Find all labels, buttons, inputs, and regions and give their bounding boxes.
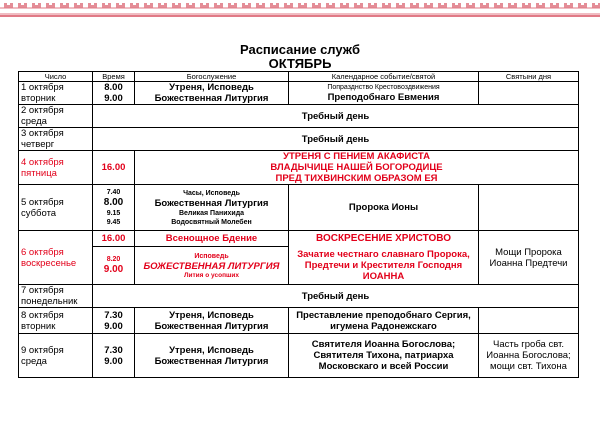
ornament-tile	[74, 3, 83, 8]
ornament-tile	[130, 3, 139, 8]
ornament-tile	[144, 3, 153, 8]
ornament-tile	[256, 3, 265, 8]
table-row	[19, 151, 579, 185]
time-cell: 7.30 9.00	[93, 334, 135, 378]
ornament-tile	[18, 3, 27, 8]
table-row	[19, 105, 579, 128]
service-cell: Утреня, Исповедь Божественная Литургия	[135, 308, 289, 334]
time-cell: 7.30 9.00	[93, 308, 135, 334]
ornament-tile	[228, 3, 237, 8]
ornament-tile	[326, 3, 335, 8]
ornament-tile	[312, 3, 321, 8]
ornament-tile	[4, 3, 13, 8]
ornament-tile	[214, 3, 223, 8]
header-time: Время	[93, 72, 135, 82]
month-title: ОКТЯБРЬ	[268, 56, 332, 71]
date-cell: 4 октября пятница	[19, 151, 93, 185]
shrine-cell: Мощи Пророка Иоанна Предтечи	[479, 231, 579, 285]
time-cell: 8.00 9.00	[93, 82, 135, 105]
table-row	[19, 231, 579, 247]
ornament-tile	[186, 3, 195, 8]
ornament-tile	[438, 3, 447, 8]
header-shrine: Святыни дня	[479, 72, 579, 82]
ornament-tile	[494, 3, 503, 8]
ornament-tile	[32, 3, 41, 8]
table-header-row	[19, 72, 579, 82]
ornament-tile	[396, 3, 405, 8]
ornament-tile	[522, 3, 531, 8]
ornament-tile	[298, 3, 307, 8]
date-cell: 9 октября среда	[19, 334, 93, 378]
ornament-tile	[410, 3, 419, 8]
shrine-cell	[479, 308, 579, 334]
table-row	[19, 82, 579, 105]
date-cell: 5 октября суббота	[19, 185, 93, 231]
table-row	[19, 334, 579, 378]
date-cell: 2 октября среда	[19, 105, 93, 128]
date-cell: 7 октября понедельник	[19, 285, 93, 308]
event-cell: Святителя Иоанна Богослова; Святителя Тихона, патриарха Московскаго и всей России	[289, 334, 479, 378]
date-cell: 6 октября воскресенье	[19, 231, 93, 285]
ornament-tile	[158, 3, 167, 8]
date-cell: 1 октября вторник	[19, 82, 93, 105]
ornament-tile	[592, 3, 600, 8]
ornament-tile	[578, 3, 587, 8]
date-cell: 3 октября четверг	[19, 128, 93, 151]
shrine-cell: Часть гроба свт. Иоанна Богослова; мощи свт. Тихона	[479, 334, 579, 378]
ornament-tile	[354, 3, 363, 8]
ornament-tile	[270, 3, 279, 8]
event-cell: Попразднство Крестовоздвижения Преподобнаго Евмения	[289, 82, 479, 105]
ornament-tile	[200, 3, 209, 8]
service-cell: Утреня, Исповедь Божественная Литургия	[135, 82, 289, 105]
ornament-tile	[508, 3, 517, 8]
ornament-tile	[536, 3, 545, 8]
time-cell: 16.00	[93, 151, 135, 185]
schedule-table	[18, 71, 579, 378]
time-cell: 8.20 9.00	[93, 247, 135, 285]
ornament-tile	[284, 3, 293, 8]
ornament-tile	[340, 3, 349, 8]
time-cell: 16.00	[93, 231, 135, 247]
header-event: Календарное событие/святой	[289, 72, 479, 82]
service-cell: Исповедь БОЖЕСТВЕННАЯ ЛИТУРГИЯ Лития о усопших	[135, 247, 289, 285]
table-row	[19, 185, 579, 231]
page-title: Расписание служб	[239, 42, 361, 57]
ornament-tile	[564, 3, 573, 8]
ornament-tile	[60, 3, 69, 8]
service-cell: УТРЕНЯ С ПЕНИЕМ АКАФИСТА ВЛАДЫЧИЦЕ НАШЕЙ БОГОРОДИЦЕ ПРЕД ТИХВИНСКИМ ОБРАЗОМ ЕЯ	[135, 151, 579, 185]
shrine-cell	[479, 82, 579, 105]
time-cell: 7.40 8.00 9.15 9.45	[93, 185, 135, 231]
header-service: Богослужение	[135, 72, 289, 82]
ornament-tile	[550, 3, 559, 8]
ornament-tile	[368, 3, 377, 8]
service-cell: Требный день	[93, 105, 579, 128]
ornament-tile	[382, 3, 391, 8]
header-date: Число	[19, 72, 93, 82]
ornament-tile	[424, 3, 433, 8]
ornament-tile	[172, 3, 181, 8]
event-cell: Преставление преподобнаго Сергия, игумена Радонежскаго	[289, 308, 479, 334]
table-row	[19, 128, 579, 151]
ornament-tile	[480, 3, 489, 8]
ornament-tile	[116, 3, 125, 8]
service-cell: Требный день	[93, 285, 579, 308]
service-cell: Всенощное Бдение	[135, 231, 289, 247]
shrine-cell	[479, 185, 579, 231]
table-row	[19, 285, 579, 308]
table-row	[19, 308, 579, 334]
decorative-ornament-border	[0, 0, 600, 38]
service-cell: Часы, Исповедь Божественная Литургия Великая Панихида Водосвятный Молебен	[135, 185, 289, 231]
service-cell: Утреня, Исповедь Божественная Литургия	[135, 334, 289, 378]
ornament-tile	[88, 3, 97, 8]
event-cell: Пророка Ионы	[289, 185, 479, 231]
date-cell: 8 октября вторник	[19, 308, 93, 334]
ornament-tile	[466, 3, 475, 8]
service-cell: Требный день	[93, 128, 579, 151]
event-cell: ВОСКРЕСЕНИЕ ХРИСТОВО Зачатие честнаго славнаго Пророка, Предтечи и Крестителя Господня ИОАННА	[289, 231, 479, 285]
ornament-tile	[242, 3, 251, 8]
ornament-tile	[452, 3, 461, 8]
ornament-tile	[46, 3, 55, 8]
ornament-tile	[102, 3, 111, 8]
